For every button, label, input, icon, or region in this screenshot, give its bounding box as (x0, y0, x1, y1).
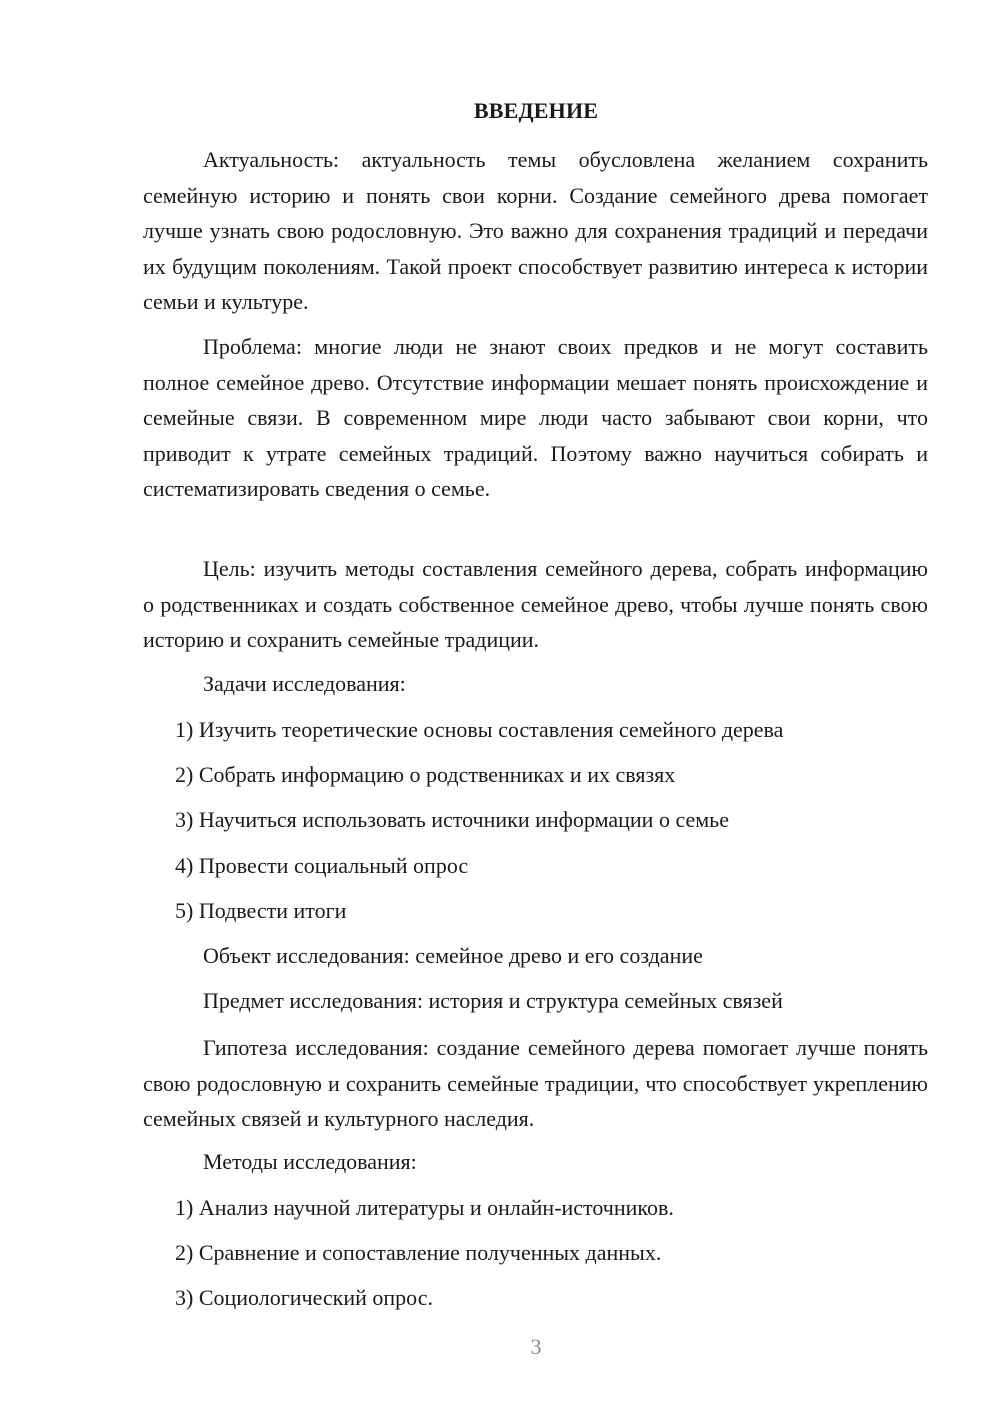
method-item-3: 3) Социологический опрос. (175, 1285, 433, 1310)
section-heading: ВВЕДЕНИЕ (473, 98, 599, 123)
method-item-1: 1) Анализ научной литературы и онлайн-источников. (175, 1195, 674, 1220)
tasks-title: Задачи исследования: (203, 671, 406, 696)
goal-paragraph: Цель: изучить методы составления семейного дерева, собрать информацию о родственниках и создать собственное семейное древо, чтобы лучше понять свою историю и сохранить семейные традиции. (143, 556, 928, 652)
research-object: Объект исследования: семейное древо и его создание (203, 943, 703, 968)
problem-paragraph: Проблема: многие люди не знают своих предков и не могут составить полное семейное древо. Отсутствие информации мешает понять происхождение и семейные связи. В современном мире люди часто забывают свои корни, что приводит к утрате семейных традиций. Поэтому важно научиться собирать и систематизировать сведения о семье. (143, 334, 928, 501)
research-subject: Предмет исследования: история и структура семейных связей (203, 988, 783, 1013)
hypothesis-paragraph: Гипотеза исследования: создание семейного дерева помогает лучше понять свою родословную и сохранить семейные традиции, что способствует укреплению семейных связей и культурного наследия. (143, 1035, 928, 1131)
relevance-paragraph: Актуальность: актуальность темы обусловлена желанием сохранить семейную историю и понять свои корни. Создание семейного древа помогает лучше узнать свою родословную. Это важно для сохранения традиций и передачи их будущим поколениям. Такой проект способствует развитию интереса к истории семьи и культуре. (143, 147, 928, 314)
task-item-4: 4) Провести социальный опрос (175, 853, 469, 878)
task-item-2: 2) Собрать информацию о родственниках и их связях (175, 762, 676, 787)
task-item-1: 1) Изучить теоретические основы составления семейного дерева (175, 717, 784, 742)
page-number: 3 (530, 1334, 542, 1359)
methods-title: Методы исследования: (203, 1149, 417, 1174)
task-item-3: 3) Научиться использовать источники информации о семье (175, 807, 729, 832)
method-item-2: 2) Сравнение и сопоставление полученных данных. (175, 1240, 662, 1265)
task-item-5: 5) Подвести итоги (175, 898, 347, 923)
